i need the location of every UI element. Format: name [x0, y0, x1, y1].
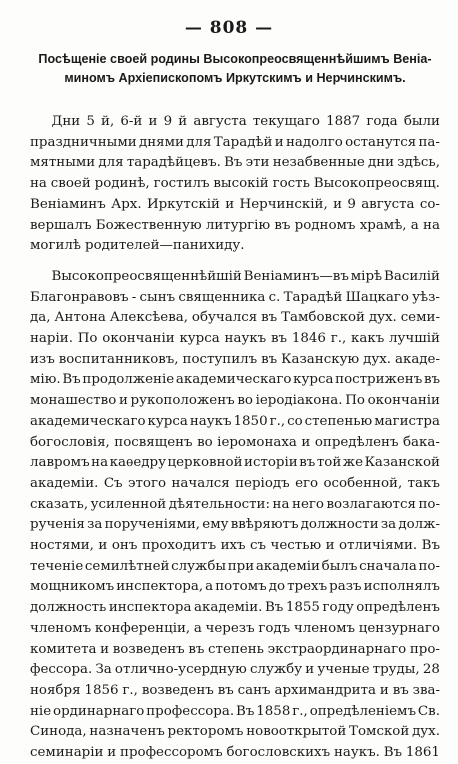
text-line — [30, 640, 440, 661]
text-line — [30, 495, 440, 516]
word: 1861 — [405, 745, 440, 761]
word: лучшій — [389, 331, 440, 347]
word: отличіями. — [339, 538, 418, 554]
text-line — [30, 370, 440, 391]
word: поступилъ — [182, 351, 258, 367]
paragraph — [30, 267, 440, 764]
word: родинѣ, — [94, 176, 150, 192]
word: фессора. — [30, 662, 93, 678]
word: ему — [202, 517, 229, 533]
word: до — [268, 579, 286, 595]
word: за — [87, 517, 103, 533]
word: профессора. — [146, 703, 235, 719]
word: да, — [30, 310, 51, 326]
word: по- — [418, 558, 440, 574]
word: должности — [300, 517, 379, 533]
word: былъ — [321, 558, 358, 574]
word: въ — [423, 372, 440, 388]
word: 1855 — [285, 600, 320, 616]
text-line — [30, 722, 440, 743]
word: магистра — [374, 413, 440, 429]
word: Веніаминъ — [30, 196, 106, 212]
word: потомъ — [215, 579, 267, 595]
paragraph — [30, 112, 440, 257]
text-line — [30, 112, 440, 133]
word: гость — [272, 176, 310, 192]
word: въ — [261, 351, 278, 367]
word: обучался — [191, 310, 258, 326]
word: для — [98, 155, 124, 171]
word: долж- — [398, 517, 440, 533]
word: Въ — [62, 372, 81, 388]
word: бака- — [403, 434, 440, 450]
article-title — [34, 50, 436, 88]
word: опредѣленіемъ — [309, 703, 416, 719]
word: 1850 — [233, 413, 268, 429]
word: семи- — [400, 310, 440, 326]
word: для — [186, 134, 212, 150]
word: и — [274, 134, 284, 150]
word: и — [148, 114, 158, 129]
word: и — [333, 196, 342, 212]
word: цензурнаго — [358, 620, 440, 636]
word: й — [178, 114, 188, 129]
word: какъ — [351, 331, 385, 347]
word: въ — [299, 455, 316, 471]
word: честью — [270, 538, 322, 554]
word: про- — [409, 641, 440, 657]
word: назначенъ — [89, 724, 165, 740]
text-line — [30, 174, 440, 195]
word: на — [30, 176, 47, 192]
word: каѳедру — [109, 455, 166, 471]
word: Арх. — [111, 196, 142, 212]
word: ввѣряютъ — [230, 517, 299, 533]
word: со- — [419, 196, 440, 212]
word: проходитъ — [141, 538, 217, 554]
word: По — [345, 393, 365, 409]
word: и — [301, 434, 311, 450]
word: посвященъ — [114, 434, 193, 450]
word: на — [423, 217, 440, 233]
word: августа — [193, 114, 247, 129]
word: 6-й — [120, 114, 143, 129]
word: Божественную — [95, 217, 202, 233]
word: литургію — [205, 217, 271, 233]
word: - — [131, 289, 137, 305]
word: Антона — [54, 310, 106, 326]
word: изъ — [30, 351, 55, 367]
word: зва- — [412, 682, 440, 698]
text-line — [30, 660, 440, 681]
word: Въ — [224, 155, 243, 171]
text-line — [30, 267, 440, 288]
word: степень — [208, 641, 264, 657]
word: ординарнаго — [53, 703, 145, 719]
word: возлагаются — [326, 496, 416, 512]
word: въ — [271, 331, 288, 347]
word: уѣз- — [412, 289, 440, 305]
word: 5 — [86, 114, 95, 129]
word: членомъ — [30, 620, 92, 636]
word: черезъ — [205, 620, 255, 636]
word: рученія — [30, 517, 85, 533]
word: Съ — [103, 475, 123, 491]
text-line — [30, 743, 440, 764]
text-line — [30, 288, 440, 309]
word: и — [225, 196, 235, 212]
word: наукъ — [189, 413, 232, 429]
text-line — [30, 216, 440, 237]
word: па- — [418, 134, 440, 150]
word: во — [197, 434, 213, 450]
word: конференціи, — [94, 620, 191, 636]
word: экстраординарнаго — [267, 641, 407, 657]
word: Казанскую — [281, 351, 360, 367]
text-line — [30, 702, 440, 723]
word: Веніаминъ—въ — [243, 268, 349, 284]
word: своей — [50, 176, 91, 192]
word: г., — [330, 331, 347, 347]
word: въ — [261, 310, 278, 326]
word: богословія, — [30, 434, 110, 450]
word: останутся — [345, 134, 417, 150]
word: дух. — [368, 310, 397, 326]
text-line — [30, 350, 440, 371]
word: порученіями, — [104, 517, 201, 533]
word: членомъ — [293, 620, 356, 636]
word: 1856 — [84, 682, 119, 698]
word: годъ — [258, 620, 291, 636]
word: дѣятельности: — [168, 496, 270, 512]
word: воспитанниковъ, — [58, 351, 179, 367]
title-line: Посѣщеніе своей родины Высокопреосвященнѣйшимъ Веніа- — [38, 52, 432, 66]
word: ихъ — [220, 538, 246, 554]
word: въ — [392, 682, 409, 698]
text-line — [30, 557, 440, 578]
word: санъ — [237, 682, 271, 698]
word: профессоромъ — [120, 745, 223, 761]
word: начался — [171, 475, 230, 491]
word: г., — [292, 703, 308, 719]
word: мію. — [30, 372, 61, 388]
word: періодъ — [235, 475, 290, 491]
word: іеромонаха — [217, 434, 297, 450]
word: исполнялъ — [363, 579, 440, 595]
word: дух. — [412, 724, 440, 740]
word: были — [403, 114, 440, 129]
word: исторіи — [244, 455, 298, 471]
word: могилѣ — [30, 238, 81, 254]
word: возведенъ — [112, 641, 185, 657]
word: же — [342, 455, 364, 471]
word: рукоположенъ — [130, 393, 235, 409]
text-line — [30, 153, 440, 174]
text-line — [30, 133, 440, 154]
text-line — [30, 391, 440, 412]
word: инспектора, — [116, 579, 204, 595]
word: службы — [171, 558, 227, 574]
word: Тамбовской — [281, 310, 365, 326]
word: г., — [122, 682, 138, 698]
word: онъ — [111, 538, 138, 554]
text-line — [30, 681, 440, 702]
word: ніе — [30, 703, 52, 719]
title-line: миномъ Архіепископомъ Иркутскимъ и Нерчинскимъ. — [64, 71, 406, 85]
word: семинаріи — [30, 745, 104, 761]
word: такъ — [407, 475, 440, 491]
word: Казанской — [364, 455, 440, 471]
word: іеродіакона. — [255, 393, 343, 409]
word: Томской — [349, 724, 410, 740]
word: Тарадѣй — [283, 289, 343, 305]
word: года — [366, 114, 398, 129]
word: По — [77, 331, 98, 347]
word: и — [98, 538, 108, 554]
word: наукъ. — [333, 745, 380, 761]
word: разъ — [329, 579, 362, 595]
text-line — [30, 433, 440, 454]
word: ностями, — [30, 538, 94, 554]
word: его — [295, 475, 319, 491]
paragraph-gap — [30, 257, 440, 267]
word: академіи. — [194, 600, 263, 616]
word: й, — [101, 114, 115, 129]
word: и — [305, 662, 315, 678]
word: мятными — [30, 155, 96, 171]
word: и — [107, 745, 117, 761]
word: и — [325, 538, 335, 554]
word: семилѣтней — [84, 558, 170, 574]
word: сказать, — [30, 496, 89, 512]
word: должность — [30, 600, 107, 616]
word: с. — [268, 289, 281, 305]
word: 28 — [422, 662, 440, 678]
word: Тарадѣй — [213, 134, 273, 150]
word: За — [95, 662, 112, 678]
word: особенной, — [323, 475, 403, 491]
word: наукъ — [224, 331, 267, 347]
word: него — [292, 496, 324, 512]
word: за — [380, 517, 397, 533]
word: 1846 — [291, 331, 326, 347]
word: по- — [418, 496, 440, 512]
page-number: — 808 — — [184, 18, 274, 38]
word: Иркутскій — [146, 196, 220, 212]
word: мощникомъ — [30, 579, 115, 595]
word: Въ — [264, 600, 284, 616]
word: г., — [269, 413, 286, 429]
word: въ — [217, 682, 234, 698]
word: церковной — [167, 455, 243, 471]
text-line — [30, 474, 440, 495]
word: текущаго — [252, 114, 320, 129]
text-line — [30, 453, 440, 474]
word: трехъ — [287, 579, 328, 595]
word: постриженъ — [335, 372, 423, 388]
word: богословскихъ — [226, 745, 331, 761]
word: на — [272, 496, 290, 512]
word: Въ — [235, 703, 255, 719]
word: комитета — [30, 641, 97, 657]
word: въ — [274, 217, 291, 233]
word: академическаго — [175, 372, 292, 388]
text-line — [30, 308, 440, 329]
word: Въ — [383, 745, 403, 761]
word: Синода, — [30, 724, 87, 740]
word: лавромъ — [30, 455, 90, 471]
word: Дни — [51, 114, 81, 129]
word: дух. — [363, 351, 392, 367]
article-body — [30, 112, 440, 764]
word: 9 — [347, 196, 356, 212]
word: праздничными — [30, 134, 137, 150]
word: во — [237, 393, 253, 409]
word: курса — [147, 413, 188, 429]
text-line — [30, 515, 440, 536]
word: ноября — [30, 682, 81, 698]
word: мірѣ — [350, 268, 383, 284]
word: академическаго — [30, 413, 146, 429]
word: архимандрита — [274, 682, 376, 698]
word: опредѣленъ — [356, 600, 440, 616]
word: той — [316, 455, 342, 471]
word: съ — [250, 538, 267, 554]
word: сынъ — [139, 289, 176, 305]
word: 1858 — [256, 703, 291, 719]
word: Василій — [384, 268, 440, 284]
word: Св. — [417, 703, 440, 719]
word: опредѣленъ — [314, 434, 399, 450]
word: а — [193, 620, 202, 636]
word: при — [227, 558, 255, 574]
word: теченіе — [30, 558, 84, 574]
word: Въ — [421, 538, 440, 554]
word: эти — [245, 155, 270, 171]
word: незабвенные — [272, 155, 365, 171]
text-line — [30, 195, 440, 216]
word: усиленной — [90, 496, 167, 512]
word: ректоромъ — [167, 724, 244, 740]
text-line — [30, 329, 440, 350]
word: 1887 — [326, 114, 361, 129]
word: курса — [179, 331, 220, 347]
word: Высокопреосвященнѣйшій — [51, 268, 242, 284]
word: продолженіе — [82, 372, 175, 388]
word: инспектора — [108, 600, 192, 616]
word: службу — [249, 662, 303, 678]
word: храмѣ, — [359, 217, 407, 233]
word: новооткрытой — [246, 724, 347, 740]
word: вершалъ — [30, 217, 92, 233]
word: здѣсь, — [397, 155, 440, 171]
word: а — [410, 217, 419, 233]
word: Высокопреосвящ. — [313, 176, 440, 192]
word: тарадѣйцевъ. — [126, 155, 221, 171]
text-line — [30, 577, 440, 598]
word: ученые — [317, 662, 370, 678]
text-line — [30, 619, 440, 640]
word: отлично-усердную — [114, 662, 247, 678]
word: и — [100, 641, 110, 657]
word: гостилъ — [153, 176, 210, 192]
word: 9 — [163, 114, 173, 129]
text-line — [30, 598, 440, 619]
word: наріи. — [30, 331, 73, 347]
word: священника — [178, 289, 266, 305]
text-line — [30, 236, 440, 257]
word: курса — [293, 372, 334, 388]
word: и — [379, 682, 389, 698]
word: Шацкаго — [345, 289, 409, 305]
word: монашество — [30, 393, 117, 409]
word: окончаніи — [367, 393, 440, 409]
word: окончаніи — [102, 331, 175, 347]
word: этого — [128, 475, 167, 491]
word: возведенъ — [141, 682, 214, 698]
word: а — [205, 579, 214, 595]
word: году — [322, 600, 354, 616]
word: Алексѣева, — [109, 310, 188, 326]
word: дни — [367, 155, 395, 171]
word: въ — [188, 641, 205, 657]
word: сначала — [359, 558, 417, 574]
word: надолго — [285, 134, 343, 150]
word: Благонравовъ — [30, 289, 129, 305]
word: днями — [138, 134, 184, 150]
word: труды, — [372, 662, 420, 678]
word: высокій — [213, 176, 269, 192]
text-line — [30, 412, 440, 433]
word: августа — [361, 196, 415, 212]
word: со — [287, 413, 303, 429]
word: на — [91, 455, 109, 471]
text-line — [30, 536, 440, 557]
word: академіи. — [30, 475, 99, 491]
word: родителей—панихиду. — [85, 238, 245, 254]
word: и — [118, 393, 128, 409]
word: родномъ — [294, 217, 356, 233]
word: акаде- — [394, 351, 440, 367]
word: степенью — [304, 413, 373, 429]
word: академіи — [255, 558, 320, 574]
word: Нерчинскій, — [239, 196, 328, 212]
